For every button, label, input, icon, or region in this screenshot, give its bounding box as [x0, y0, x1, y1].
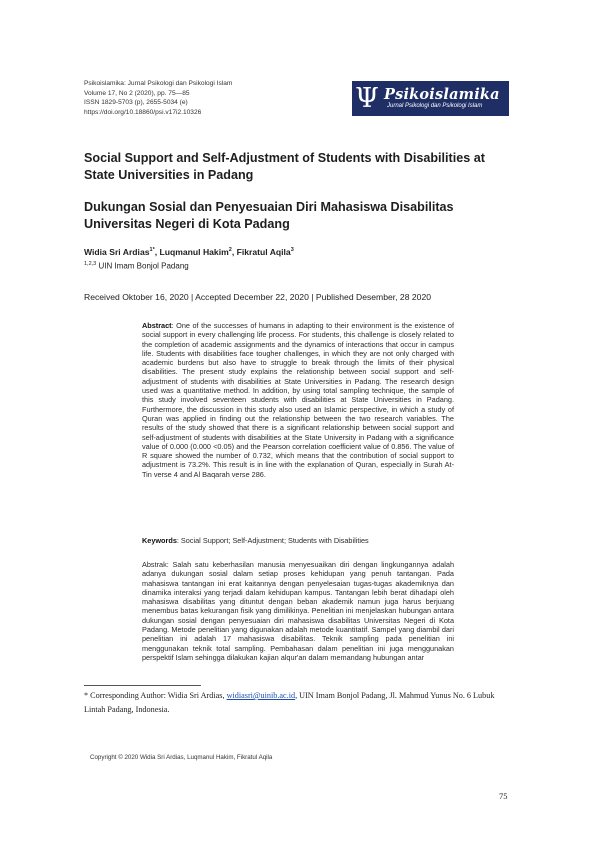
author-superscript: 2 — [228, 247, 232, 254]
received-dates: Received Oktober 16, 2020 | Accepted December 22, 2020 | Published Desember, 28 2020 — [84, 292, 432, 302]
abstract-label: Abstract — [142, 321, 172, 330]
affiliation — [84, 261, 189, 271]
affiliation-text: UIN Imam Bonjol Padang — [96, 261, 189, 271]
keywords — [142, 536, 454, 545]
journal-meta — [84, 79, 232, 118]
copyright: Copyright © 2020 Widia Sri Ardias, Luqmanul Hakim, Fikratul Aqila — [90, 754, 273, 761]
journal-logo — [352, 81, 509, 116]
title-english: Social Support and Self-Adjustment of Students with Disabilities at State Universities in Padang — [84, 151, 485, 182]
affiliation-superscript: 1,2,3 — [84, 261, 97, 267]
footnote-suffix: , UIN Imam Bonjol Padang, Jl. Mahmud Yunus No. 6 Lubuk Lintah Padang, Indonesia. — [84, 691, 495, 714]
author-name: Fikratul Aqila — [236, 247, 291, 257]
abstract-text: : One of the successes of humans in adapting to their environment is the existence of social support in every challenging life process. For students, this challenge is closely related to the completion of academic assignments and the dynamics of interactions that occur in campus life. Students with disabilities face tougher challenges, in which they are not only charged with academic burdens but also have to struggle to break through the limits of their physical disabilities. The present study explains the relationship between social support and self-adjustment of students with disabilities at State Universities in Padang. The research design used was a quantitative method. In addition, by using total sampling technique, the sample of this study involved seventeen students with disabilities at State Universities in Padang. Furthermore, the discussion in this study also used an Islamic perspective, in which a study of Quran was applied in finding out the relationship between the two research variables. The results of the study showed that there is a significant relationship between social support and self-adjustment of students with disabilities at the State University in Padang with a significance value of 0.000 (0.000 <0.05) and the Pearson correlation coefficient value of 0.856. The value of R square showed the number of 0.732, which means that the contribution of social support to adjustment is 73.2%. This result is in line with the explanation of Quran, especially in Surah At-Tin verse 4 and Al Baqarah verse 286. — [142, 321, 454, 479]
footnote — [84, 689, 514, 717]
author-list — [84, 247, 294, 257]
footnote-divider — [84, 685, 201, 686]
journal-name-line: Psikoislamika: Jurnal Psikologi dan Psikologi Islam — [84, 80, 233, 87]
keywords-text: : Social Support; Self-Adjustment; Students with Disabilities — [176, 536, 369, 545]
keywords-label: Keywords — [142, 536, 177, 545]
page-number: 75 — [499, 791, 508, 801]
abstract-english — [142, 321, 454, 479]
author-separator: , — [154, 247, 160, 257]
logo-subtitle: Jurnal Psikologi dan Psikologi Islam — [387, 103, 483, 109]
abstract-indonesian: Abstrak: Salah satu keberhasilan manusia menyesuaikan diri dengan lingkungannya adalah adanya dukungan sosial dalam setiap proses kehidupan yang penuh tantangan. Pada mahasiswa tantangan ini erat kaitannya dengan penyelesaian tugas-tugas akademiknya dan dinamika interaksi yang terjadi dalam kehidupan kampus. Tantangan lebih berat dihadapi oleh mahasiswa disabilitas yang dituntut dengan beban akademik namun juga harus berjuang menembus batas kekurangan fisik yang dimilikinya. Penelitian ini menjelaskan hubungan antara dukungan sosial dengan penyesuaian diri mahasiswa disabilitas Universitas Negeri di Kota Padang. Metode penelitian yang digunakan adalah metode kuantitatif. Sampel yang diambil dari penelitian ini adalah 17 mahasiswa disabilitas. Teknik sampling pada penelitian ini menggunakan teknik total sampling. Pembahasan dalam penelitian ini juga menggunakan perspektif Islam sehingga dilakukan kajian alqur'an dalam memandang hubungan antar — [142, 560, 454, 662]
psi-symbol-icon: Ψ — [355, 83, 379, 114]
doi-link[interactable]: https://doi.org/10.18860/psi.v17i2.10326 — [84, 109, 202, 117]
logo-name: Psikoislamika — [384, 86, 500, 103]
volume-line: Volume 17, No 2 (2020), pp. 75—85 — [84, 89, 190, 97]
email-link[interactable]: widiasri@uinib.ac.id — [226, 691, 296, 700]
author-separator: , — [231, 247, 237, 257]
footnote-prefix: * Corresponding Author: Widia Sri Ardias, — [84, 691, 227, 700]
title-indonesian: Dukungan Sosial dan Penyesuaian Diri Mahasiswa Disabilitas Universitas Negeri di Kota Padang — [84, 200, 454, 231]
author-superscript: 1* — [149, 247, 155, 254]
author-name: Luqmanul Hakim — [159, 247, 229, 257]
author-name: Widia Sri Ardias — [84, 247, 150, 257]
issn-line: ISSN 1829-5703 (p), 2655-5034 (e) — [84, 99, 188, 107]
author-superscript: 3 — [290, 247, 294, 254]
